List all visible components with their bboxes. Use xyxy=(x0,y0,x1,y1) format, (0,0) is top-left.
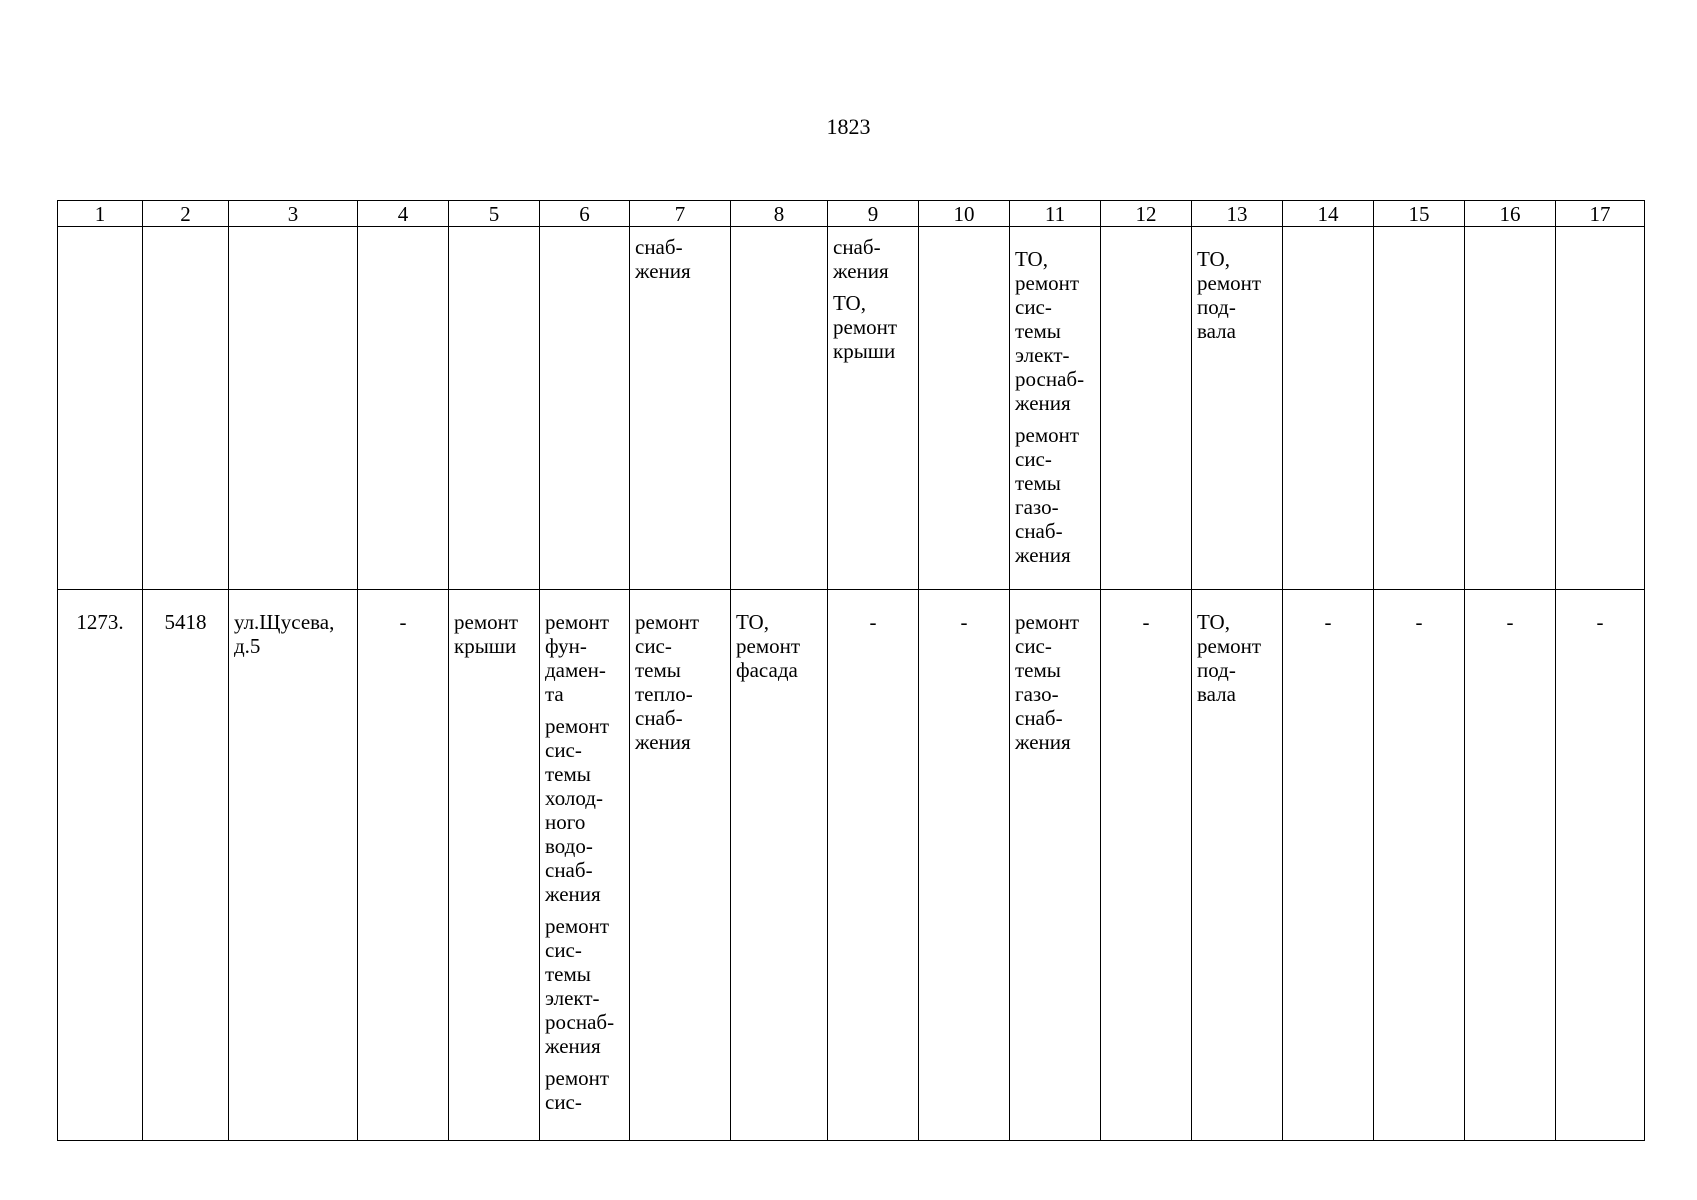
table-cell: - xyxy=(1101,590,1192,1141)
work-item: снаб- жения xyxy=(635,235,691,283)
table-cell xyxy=(449,227,540,590)
work-item: ТО, ремонт под- вала xyxy=(1197,247,1262,343)
work-item: ТО, ремонт под- вала xyxy=(1197,610,1262,706)
work-item: ремонт сис- темы газо- снаб- жения xyxy=(1015,423,1080,567)
page-number: 1823 xyxy=(826,114,871,139)
row-number: 1273. xyxy=(58,590,143,1141)
column-header: 3 xyxy=(229,201,358,227)
continuation-row xyxy=(58,227,1645,590)
work-item: ремонт сис- xyxy=(545,1066,610,1114)
work-item: ремонт сис- темы холод- ного водо- снаб- жения xyxy=(545,714,610,906)
column-header: 14 xyxy=(1283,201,1374,227)
table-cell xyxy=(1374,227,1465,590)
table-cell xyxy=(58,227,143,590)
address: ул.Щусева, д.5 xyxy=(234,610,335,658)
work-item: ремонт сис- темы газо- снаб- жения xyxy=(1015,610,1080,754)
table-cell xyxy=(1465,227,1556,590)
column-header: 8 xyxy=(731,201,828,227)
table-cell xyxy=(1010,227,1101,590)
table-cell xyxy=(1283,227,1374,590)
work-item: ТО, ремонт фасада xyxy=(736,610,801,682)
table-cell xyxy=(1010,590,1101,1141)
works-table xyxy=(57,200,1645,1141)
column-header: 5 xyxy=(449,201,540,227)
table-cell xyxy=(919,227,1010,590)
column-header: 12 xyxy=(1101,201,1192,227)
table-cell xyxy=(143,227,229,590)
table-cell xyxy=(1192,227,1283,590)
column-header: 15 xyxy=(1374,201,1465,227)
work-item: снаб- жения xyxy=(833,235,889,283)
table-cell xyxy=(540,590,630,1141)
work-item: ТО, ремонт сис- темы элект- роснаб- жения xyxy=(1015,247,1085,415)
column-header: 9 xyxy=(828,201,919,227)
column-header: 11 xyxy=(1010,201,1101,227)
table-cell: - xyxy=(1465,590,1556,1141)
column-header: 16 xyxy=(1465,201,1556,227)
table-cell xyxy=(1556,227,1645,590)
column-header: 1 xyxy=(58,201,143,227)
table-cell xyxy=(731,590,828,1141)
column-header: 13 xyxy=(1192,201,1283,227)
header-row xyxy=(58,201,1645,227)
table-cell: - xyxy=(919,590,1010,1141)
table-cell xyxy=(731,227,828,590)
column-header: 6 xyxy=(540,201,630,227)
table-cell xyxy=(449,590,540,1141)
table-cell xyxy=(540,227,630,590)
table-cell xyxy=(229,227,358,590)
table-cell: - xyxy=(1556,590,1645,1141)
table-cell: - xyxy=(358,590,449,1141)
work-item: ТО, ремонт крыши xyxy=(833,291,898,363)
table-cell: - xyxy=(1374,590,1465,1141)
column-header: 17 xyxy=(1556,201,1645,227)
table-row xyxy=(58,590,1645,1141)
table-cell xyxy=(358,227,449,590)
table-cell: - xyxy=(1283,590,1374,1141)
table-cell xyxy=(1101,227,1192,590)
table-cell xyxy=(828,227,919,590)
work-item: ремонт крыши xyxy=(454,610,519,658)
column-header: 10 xyxy=(919,201,1010,227)
work-item: ремонт сис- темы элект- роснаб- жения xyxy=(545,914,615,1058)
table-cell xyxy=(630,590,731,1141)
column-header: 4 xyxy=(358,201,449,227)
table-cell xyxy=(1192,590,1283,1141)
work-item: ремонт фун- дамен- та xyxy=(545,610,610,706)
column-header: 2 xyxy=(143,201,229,227)
table-cell xyxy=(630,227,731,590)
table-cell: - xyxy=(828,590,919,1141)
address-cell xyxy=(229,590,358,1141)
object-code: 5418 xyxy=(143,590,229,1141)
column-header: 7 xyxy=(630,201,731,227)
work-item: ремонт сис- темы тепло- снаб- жения xyxy=(635,610,700,754)
